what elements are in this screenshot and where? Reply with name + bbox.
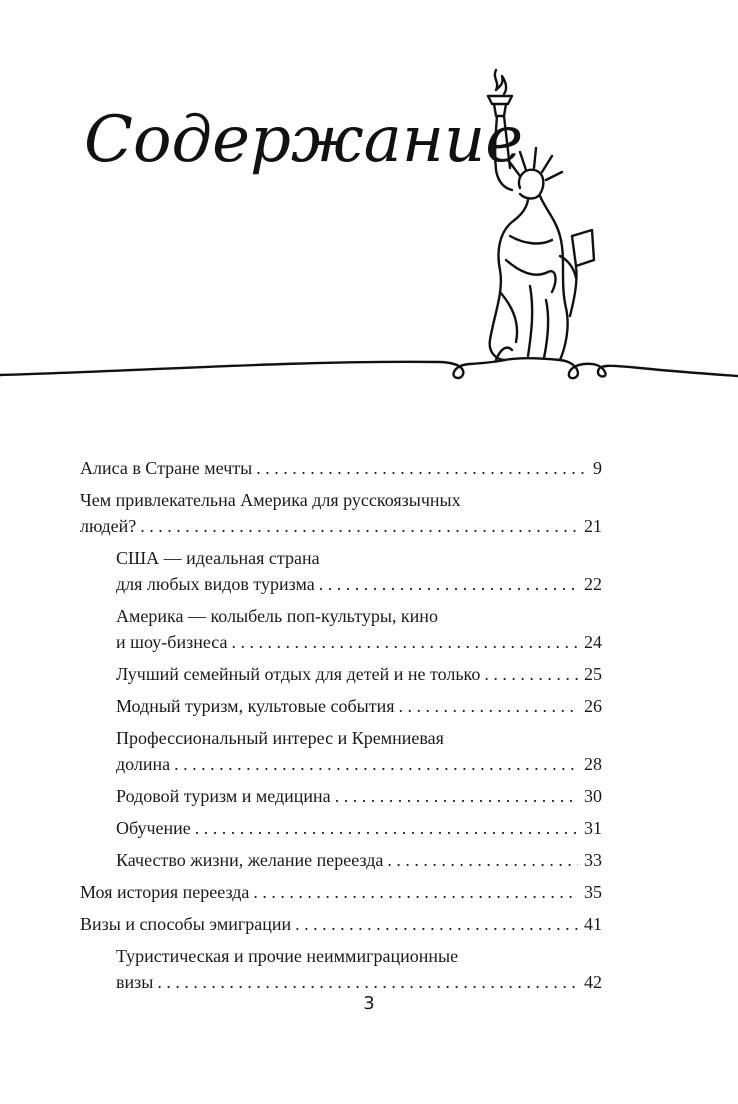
toc-page-number: 35 [584, 882, 602, 902]
toc-entry-title-continued: для любых видов туризма [116, 574, 315, 594]
toc-page-number: 31 [584, 818, 602, 838]
toc-entry-title: Обучение [116, 818, 191, 838]
toc-leader-dots [295, 911, 578, 937]
toc-entry-title: Туристическая и прочие неиммиграционные [116, 946, 459, 966]
toc-entry-title: Модный туризм, культовые события [116, 696, 395, 716]
toc-page-number: 42 [584, 972, 602, 992]
toc-leader-dots [256, 455, 587, 481]
toc-entry[interactable] [116, 545, 602, 597]
toc-page-number: 22 [584, 574, 602, 594]
toc-entry[interactable] [116, 603, 602, 655]
toc-page-number: 30 [584, 786, 602, 806]
toc-entry[interactable] [80, 455, 602, 481]
toc-entry-title-continued: визы [116, 972, 154, 992]
toc-entry-title-continued: долина [116, 754, 171, 774]
toc-page-number: 26 [584, 696, 602, 716]
toc-entry-title: Визы и способы эмиграции [80, 914, 292, 934]
toc-page-number: 21 [584, 516, 602, 536]
toc-entry[interactable] [116, 815, 602, 841]
page-number: 3 [363, 993, 375, 1014]
toc-leader-dots [140, 513, 578, 539]
toc-leader-dots [484, 661, 578, 687]
toc-entry-title-continued: людей? [80, 516, 137, 536]
toc-page-number: 24 [584, 632, 602, 652]
toc-entry[interactable] [116, 943, 602, 995]
toc-page-number: 41 [584, 914, 602, 934]
table-of-contents [80, 455, 602, 996]
toc-entry[interactable] [116, 783, 602, 809]
toc-entry[interactable] [80, 879, 602, 905]
toc-entry[interactable] [116, 847, 602, 873]
page-title: Содержание [84, 103, 524, 177]
statue-of-liberty-icon [0, 60, 738, 390]
toc-leader-dots [157, 969, 578, 995]
toc-leader-dots [387, 847, 578, 873]
toc-entry[interactable] [116, 725, 602, 777]
toc-entry-title: Качество жизни, желание переезда [116, 850, 384, 870]
toc-entry-title: Моя история переезда [80, 882, 250, 902]
toc-entry-title: Чем привлекательна Америка для русскоязычных [80, 490, 461, 510]
toc-entry-title: Родовой туризм и медицина [116, 786, 331, 806]
toc-page-number: 9 [593, 458, 602, 478]
toc-page-number: 33 [584, 850, 602, 870]
toc-leader-dots [174, 751, 578, 777]
toc-page-number: 28 [584, 754, 602, 774]
toc-entry-title: США — идеальная страна [116, 548, 320, 568]
toc-leader-dots [253, 879, 578, 905]
toc-entry[interactable] [80, 487, 602, 539]
toc-leader-dots [335, 783, 578, 809]
toc-entry[interactable] [116, 693, 602, 719]
toc-entry-title: Профессиональный интерес и Кремниевая [116, 728, 444, 748]
toc-leader-dots [319, 571, 578, 597]
toc-entry[interactable] [116, 661, 602, 687]
toc-entry[interactable] [80, 911, 602, 937]
toc-leader-dots [399, 693, 579, 719]
toc-entry-title: Алиса в Стране мечты [80, 458, 253, 478]
toc-leader-dots [195, 815, 578, 841]
toc-entry-title-continued: и шоу-бизнеса [116, 632, 228, 652]
toc-page-number: 25 [584, 664, 602, 684]
toc-entry-title: Америка — колыбель поп-культуры, кино [116, 606, 438, 626]
toc-leader-dots [231, 629, 578, 655]
toc-entry-title: Лучший семейный отдых для детей и не только [116, 664, 481, 684]
